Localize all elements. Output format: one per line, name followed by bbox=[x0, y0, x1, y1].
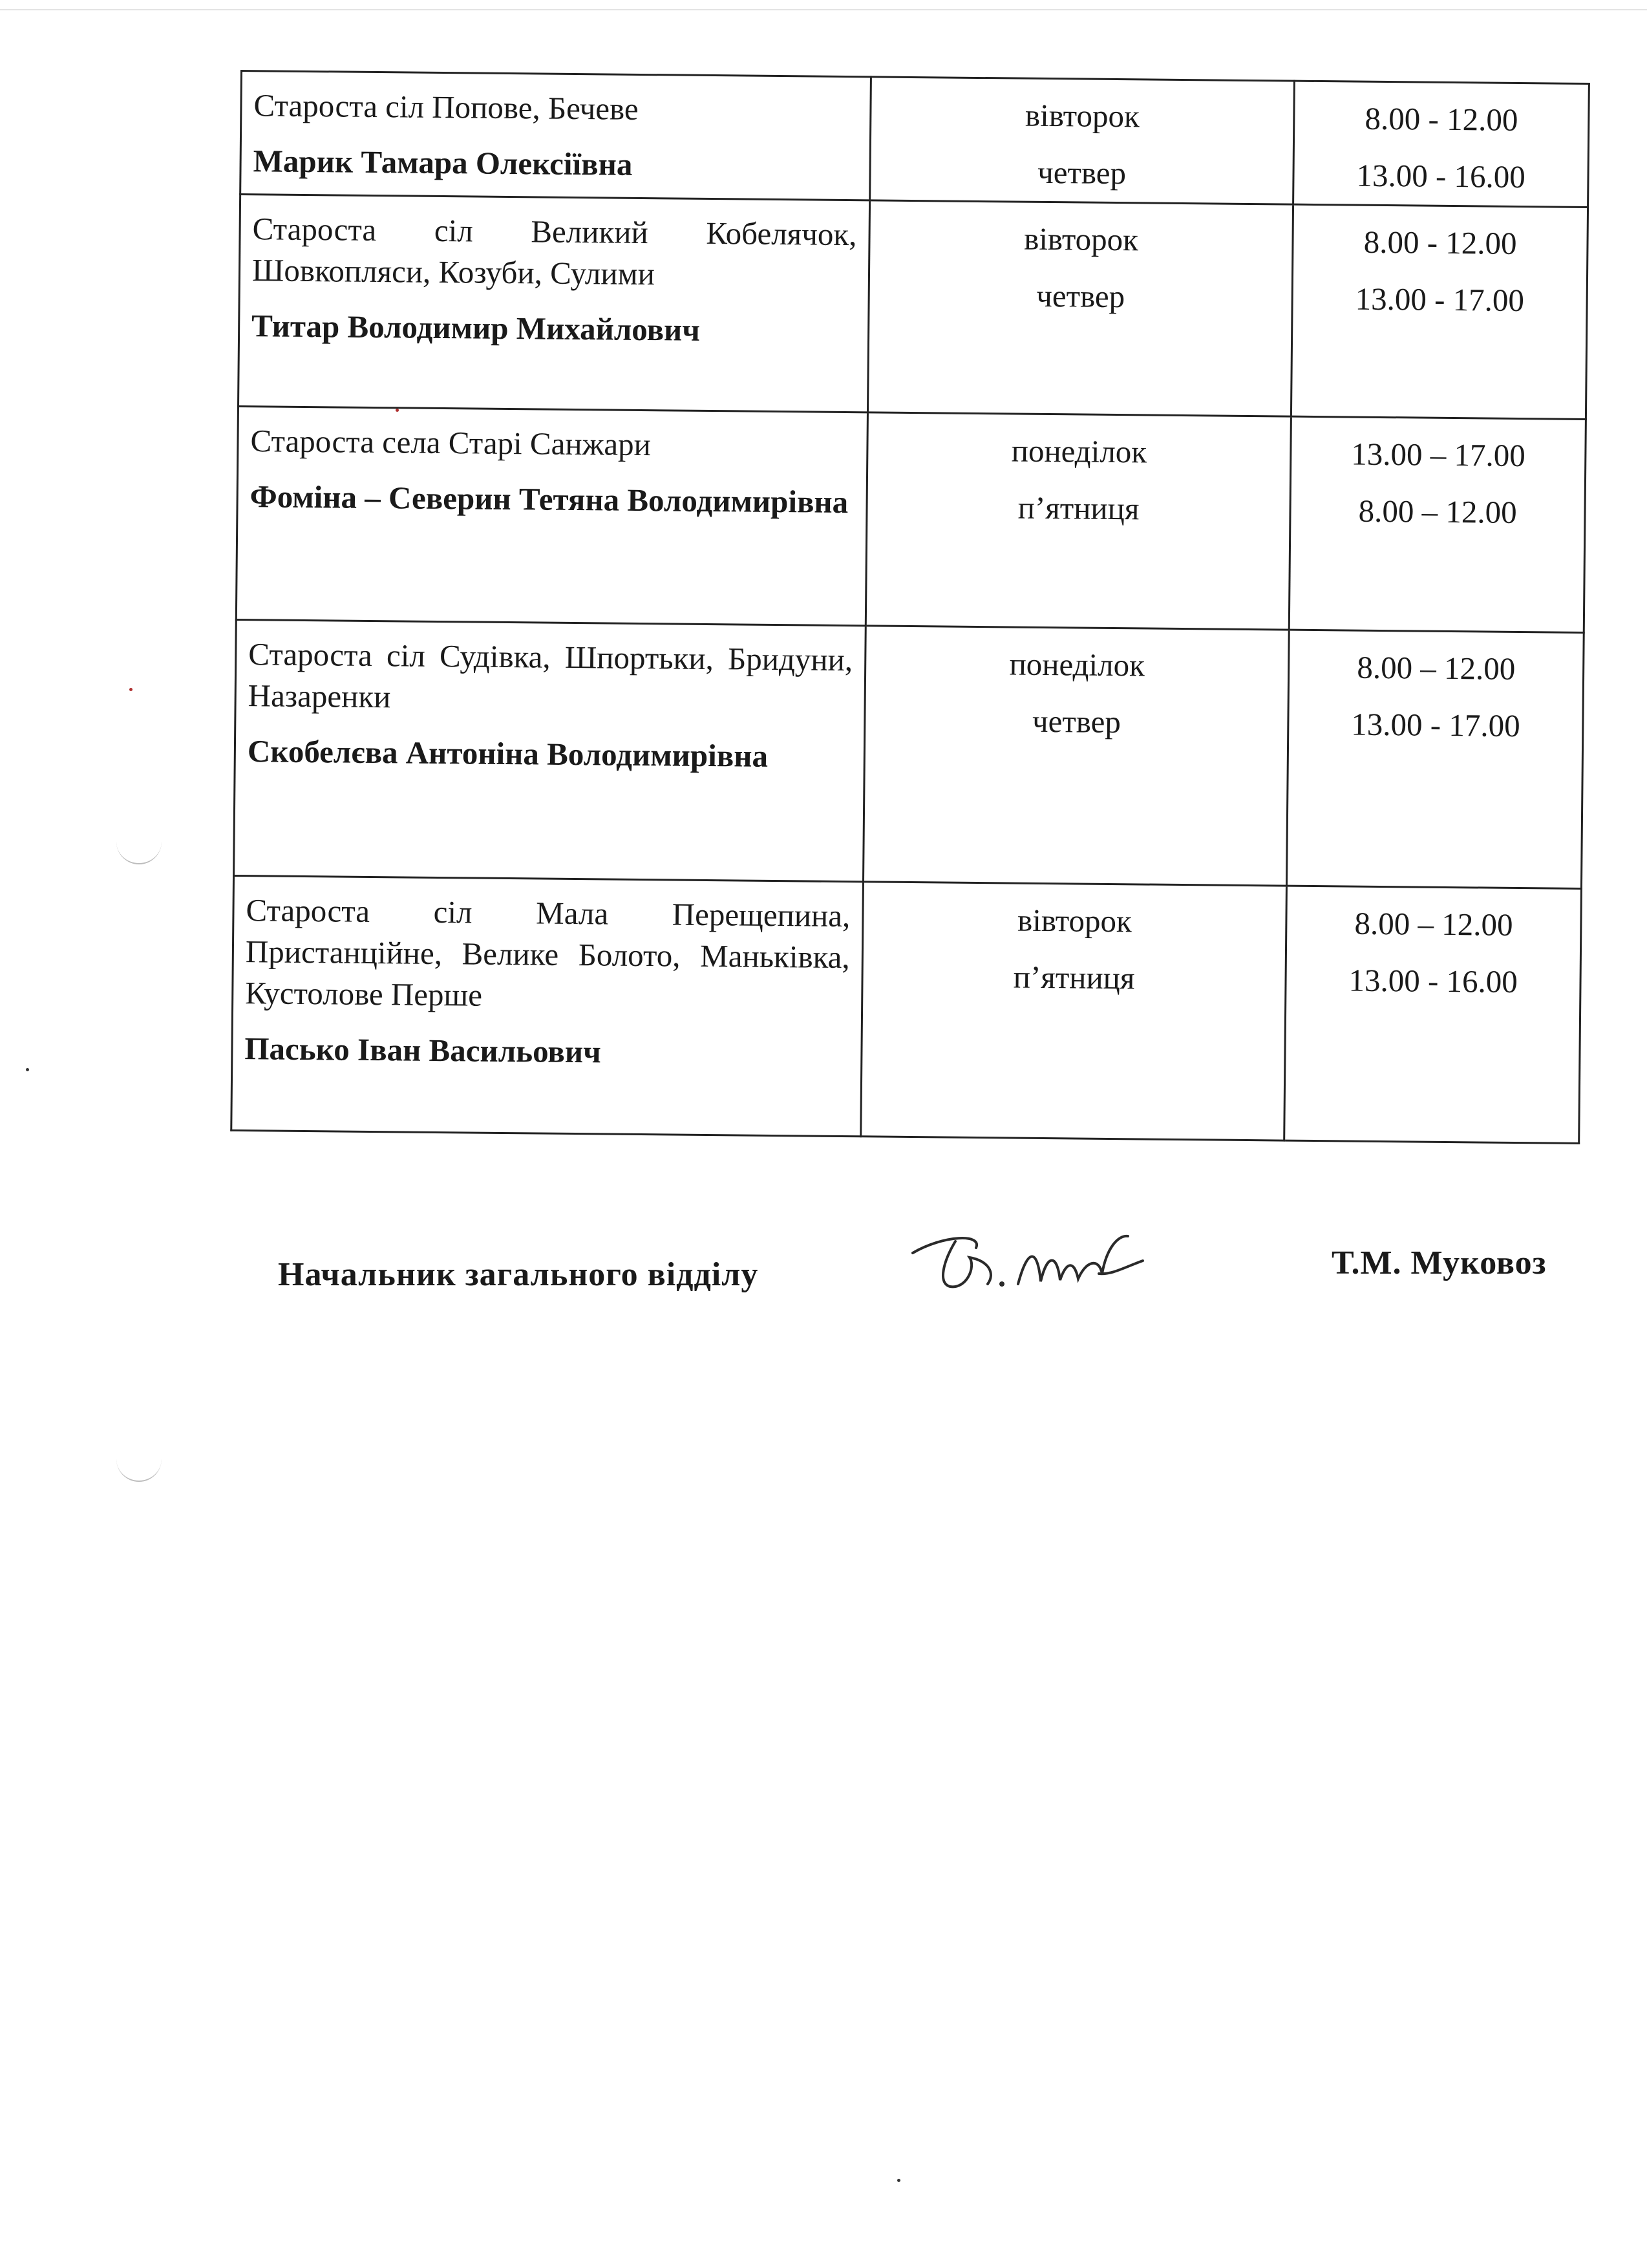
reception-day: четвер bbox=[1032, 703, 1121, 740]
reception-days-cell bbox=[863, 626, 1289, 886]
elder-role: Староста сіл Мала Перещепина, Пристанційне, Велике Болото, Маньківка, Кустолове Перше bbox=[245, 892, 851, 1013]
reception-hours-cell bbox=[1293, 81, 1589, 207]
elder-role: Староста сіл Попове, Бечеве bbox=[253, 87, 639, 127]
reception-day: п’ятниця bbox=[1013, 959, 1135, 996]
reception-hours: 13.00 - 16.00 bbox=[1356, 157, 1526, 195]
table-row bbox=[234, 619, 1584, 888]
reception-day: вівторок bbox=[1023, 220, 1139, 258]
handwritten-signature bbox=[905, 1222, 1151, 1300]
reception-hours-cell bbox=[1291, 204, 1588, 419]
table-row bbox=[240, 71, 1589, 208]
reception-day: понеділок bbox=[1009, 646, 1145, 683]
reception-days-cell bbox=[869, 77, 1294, 204]
reception-schedule-table bbox=[230, 70, 1590, 1144]
reception-hours: 8.00 - 12.00 bbox=[1363, 224, 1517, 261]
elder-cell bbox=[239, 195, 870, 412]
scan-top-edge bbox=[0, 9, 1647, 10]
table-row bbox=[231, 875, 1582, 1143]
reception-day: п’ятниця bbox=[1017, 489, 1140, 527]
reception-day: понеділок bbox=[1011, 433, 1147, 470]
reception-day: четвер bbox=[1036, 277, 1125, 315]
reception-day: вівторок bbox=[1017, 902, 1132, 939]
signature-block bbox=[0, 1215, 1647, 1312]
punch-hole-mark bbox=[116, 837, 162, 864]
reception-hours: 8.00 – 12.00 bbox=[1354, 905, 1513, 943]
reception-hours: 8.00 – 12.00 bbox=[1357, 649, 1516, 687]
reception-hours: 8.00 – 12.00 bbox=[1358, 493, 1517, 530]
scan-speck bbox=[129, 688, 133, 691]
scan-speck bbox=[897, 2179, 900, 2182]
elder-role: Староста сіл Судівка, Шпортьки, Бридуни, Назаренки bbox=[248, 636, 853, 715]
scan-speck bbox=[26, 1068, 29, 1071]
signatory-name: Т.М. Муковоз bbox=[1332, 1245, 1547, 1281]
scan-speck bbox=[396, 409, 399, 412]
table-row bbox=[236, 406, 1586, 632]
reception-hours: 13.00 - 17.00 bbox=[1351, 706, 1520, 744]
elder-cell bbox=[240, 71, 871, 200]
reception-hours-cell bbox=[1287, 630, 1584, 888]
reception-hours: 8.00 - 12.00 bbox=[1365, 100, 1518, 138]
reception-hours: 13.00 - 17.00 bbox=[1355, 281, 1525, 319]
reception-days-cell bbox=[867, 200, 1293, 416]
reception-days-cell bbox=[861, 882, 1287, 1140]
reception-hours-cell bbox=[1290, 416, 1586, 632]
signatory-position: Начальник загального відділу bbox=[278, 1256, 759, 1293]
reception-day: вівторок bbox=[1025, 97, 1140, 134]
table-row bbox=[239, 195, 1588, 420]
reception-day: четвер bbox=[1037, 154, 1127, 191]
reception-hours: 13.00 - 16.00 bbox=[1348, 962, 1518, 1000]
elder-name: Скобелєва Антоніна Володимирівна bbox=[247, 733, 769, 774]
elder-name: Фоміна – Северин Тетяна Володимирівна bbox=[250, 478, 849, 520]
reception-hours: 13.00 – 17.00 bbox=[1351, 436, 1526, 474]
elder-cell bbox=[231, 875, 864, 1136]
elder-name: Марик Тамара Олексіївна bbox=[253, 143, 633, 182]
reception-hours-cell bbox=[1284, 886, 1581, 1143]
elder-role: Староста села Старі Санжари bbox=[250, 423, 652, 463]
elder-name: Пасько Іван Васильович bbox=[244, 1031, 602, 1070]
punch-hole-mark bbox=[116, 1455, 162, 1482]
elder-role: Староста сіл Великий Кобелячок, Шовкопляси, Козуби, Сулими bbox=[251, 211, 857, 292]
elder-cell bbox=[236, 406, 867, 625]
elder-cell bbox=[234, 619, 866, 881]
elder-name: Титар Володимир Михайлович bbox=[251, 308, 701, 348]
reception-days-cell bbox=[866, 412, 1291, 630]
